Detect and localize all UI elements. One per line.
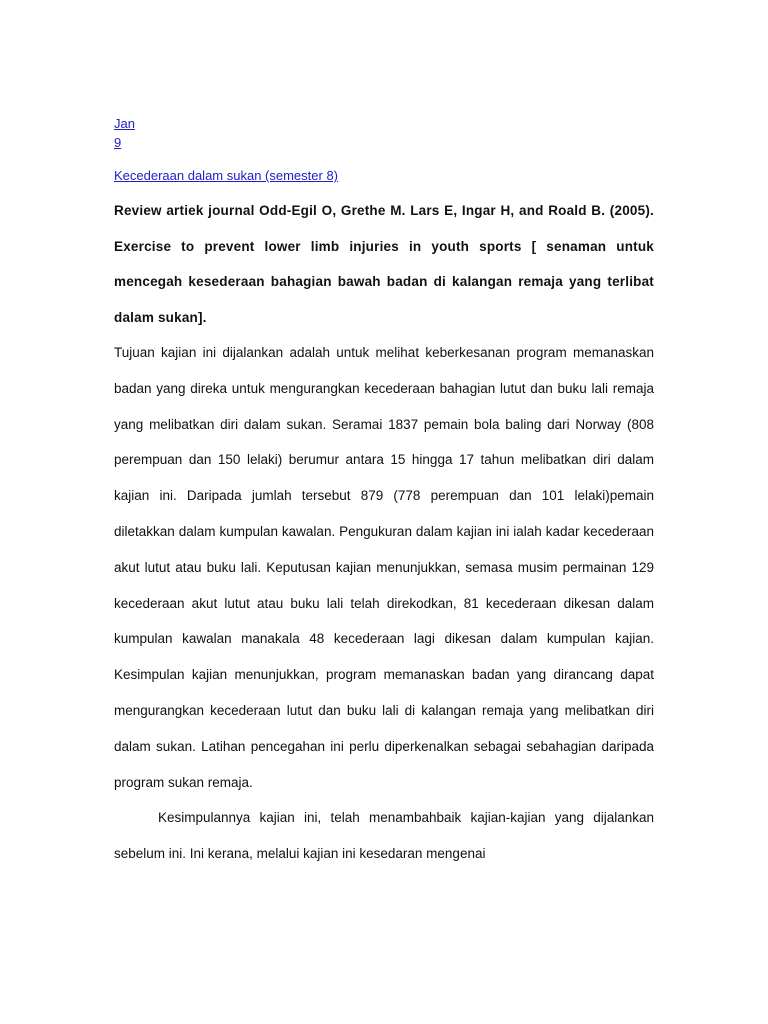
blog-post xyxy=(114,114,654,872)
article-heading: Review artiek journal Odd-Egil O, Grethe M. Lars E, Ingar H, and Roald B. (2005). Exercise to prevent lower limb injuries in youth sports [ senaman untuk mencegah kesederaan bahagian bawah badan di kalangan remaja yang terlibat dalam sukan]. xyxy=(114,203,654,325)
post-title-link[interactable]: Kecederaan dalam sukan (semester 8) xyxy=(114,168,339,183)
article-paragraph: Tujuan kajian ini dijalankan adalah untuk melihat keberkesanan program memanaskan badan yang direka untuk mengurangkan kecederaan bahagian lutut dan buku lali remaja yang melibatkan diri dalam sukan. Seramai 1837 pemain bola baling dari Norway (808 perempuan dan 150 lelaki) berumur antara 15 hingga 17 tahun melibatkan diri dalam kajian ini. Daripada jumlah tersebut 879 (778 perempuan dan 101 lelaki)pemain diletakkan dalam kumpulan kawalan. Pengukuran dalam kajian ini ialah kadar kecederaan akut lutut atau buku lali. Keputusan kajian menunjukkan, semasa musim permainan 129 kecederaan akut lutut atau buku lali telah direkodkan, 81 kecederaan dikesan dalam kumpulan kawalan manakala 48 kecederaan lagi dikesan dalam kumpulan kajian. Kesimpulan kajian menunjukkan, program memanaskan badan yang dirancang dapat mengurangkan kecederaan lutut dan buku lali di kalangan remaja yang melibatkan diri dalam sukan. Latihan pencegahan ini perlu diperkenalkan sebagai sebahagian daripada program sukan remaja. xyxy=(114,345,654,790)
article-paragraph-conclusion: Kesimpulannya kajian ini, telah menambahbaik kajian-kajian yang dijalankan sebelum ini. Ini kerana, melalui kajian ini kesedaran mengenai xyxy=(114,810,654,862)
date-month-link[interactable]: Jan xyxy=(114,116,135,131)
date-day-link[interactable]: 9 xyxy=(114,135,122,150)
